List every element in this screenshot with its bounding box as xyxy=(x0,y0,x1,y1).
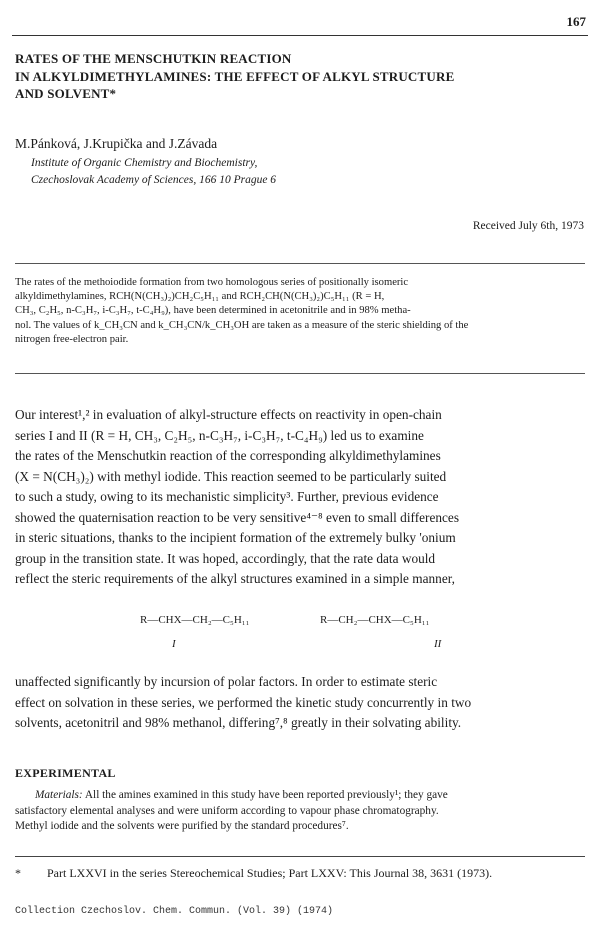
body-paragraph xyxy=(15,405,585,590)
authors: M.Pánková, J.Krupička and J.Závada xyxy=(15,136,218,151)
footnote xyxy=(15,866,492,881)
affiliation-line: Czechoslovak Academy of Sciences, 166 10 Prague 6 xyxy=(31,173,277,186)
abstract-line: The rates of the methoiodide formation from two homologous series of positionally isomeric xyxy=(15,277,409,288)
title-line: IN ALKYLDIMETHYLAMINES: THE EFFECT OF ALKYL STRUCTURE xyxy=(15,68,455,84)
body-line: series I and II (R = H, CH₃, C₂H₅, n-C₃H₇, i-C₃H₇, t-C₄H₉) led us to examine xyxy=(15,427,424,443)
body-line: Our interest¹,² in evaluation of alkyl-structure effects on reactivity in open-chain xyxy=(15,407,442,422)
body-line: solvents, acetonitril and 98% methanol, differing⁷,⁸ greatly in their solvating ability. xyxy=(15,715,462,730)
abstract-line: alkyldimethylamines, RCH(N(CH₃)₂)CH₂C₅H₁₁ and RCH₂CH(N(CH₃)₂)C₅H₁₁ (R = H, xyxy=(15,291,385,303)
abstract-bottom-rule xyxy=(15,373,585,374)
received-date: Received July 6th, 1973 xyxy=(472,220,584,232)
body-line: showed the quaternisation reaction to be very sensitive⁴⁻⁸ even to small differences xyxy=(15,509,459,525)
formula-i-label: I xyxy=(172,638,176,650)
body-line: (X = N(CH₃)₂) with methyl iodide. This reaction seemed to be particularly suited xyxy=(15,468,447,484)
abstract-line: nol. The values of k_CH₃CN and k_CH₃CN/k_CH₃OH are taken as a measure of the steric shielding of the xyxy=(15,319,469,331)
section-heading-experimental: EXPERIMENTAL xyxy=(15,766,116,780)
footnote-mark: * xyxy=(15,866,21,880)
affiliation-line: Institute of Organic Chemistry and Biochemistry, xyxy=(31,157,258,169)
article-title xyxy=(15,50,585,103)
abstract-line: CH₃, C₂H₅, n-C₃H₇, i-C₃H₇, t-C₄H₉), have been determined in acetonitrile and in 98% metha- xyxy=(15,305,411,317)
abstract xyxy=(15,276,585,347)
materials-lead: Materials: xyxy=(35,789,83,801)
title-line: RATES OF THE MENSCHUTKIN REACTION xyxy=(15,51,292,66)
footnote-rule xyxy=(15,856,585,857)
header-rule xyxy=(12,35,588,36)
title-line: AND SOLVENT* xyxy=(15,86,117,101)
materials-paragraph xyxy=(15,788,585,835)
page-number: 167 xyxy=(566,14,586,29)
footnote-text: Part LXXVI in the series Stereochemical Studies; Part LXXV: This Journal 38, 3631 (1973). xyxy=(47,866,493,880)
body-line: unaffected significantly by incursion of polar factors. In order to estimate steric xyxy=(15,674,438,689)
journal-footer: Collection Czechoslov. Chem. Commun. (Vol. 39) (1974) xyxy=(15,906,334,917)
affiliation xyxy=(31,155,276,188)
materials-line: satisfactory elemental analyses and were uniform according to vapour phase chromatography. xyxy=(15,804,439,817)
body-line: group in the transition state. It was hoped, accordingly, that the rate data would xyxy=(15,550,436,566)
abstract-line: nitrogen free-electron pair. xyxy=(15,333,129,345)
body-line: reflect the steric requirements of the alkyl structures examined in a simple manner, xyxy=(15,571,455,586)
body-line: effect on solvation in these series, we performed the kinetic study concurrently in two xyxy=(15,694,472,710)
materials-line: Methyl iodide and the solvents were purified by the standard procedures⁷. xyxy=(15,820,349,832)
formula-ii-label: II xyxy=(434,638,442,650)
formula-ii: R—CH₂—CHX—C₅H₁₁ xyxy=(320,614,430,626)
body-line: in steric situations, thanks to the incipient formation of the extremely bulky 'onium xyxy=(15,530,456,545)
body-paragraph-continued xyxy=(15,672,585,734)
body-line: to such a study, owing to its mechanistic simplicity³. Further, previous evidence xyxy=(15,489,439,504)
formula-i: R—CHX—CH₂—C₅H₁₁ xyxy=(140,614,250,626)
abstract-top-rule xyxy=(15,263,585,264)
materials-line: All the amines examined in this study have been reported previously¹; they gave xyxy=(82,789,448,801)
body-line: the rates of the Menschutkin reaction of the corresponding alkyldimethylamines xyxy=(15,448,441,463)
